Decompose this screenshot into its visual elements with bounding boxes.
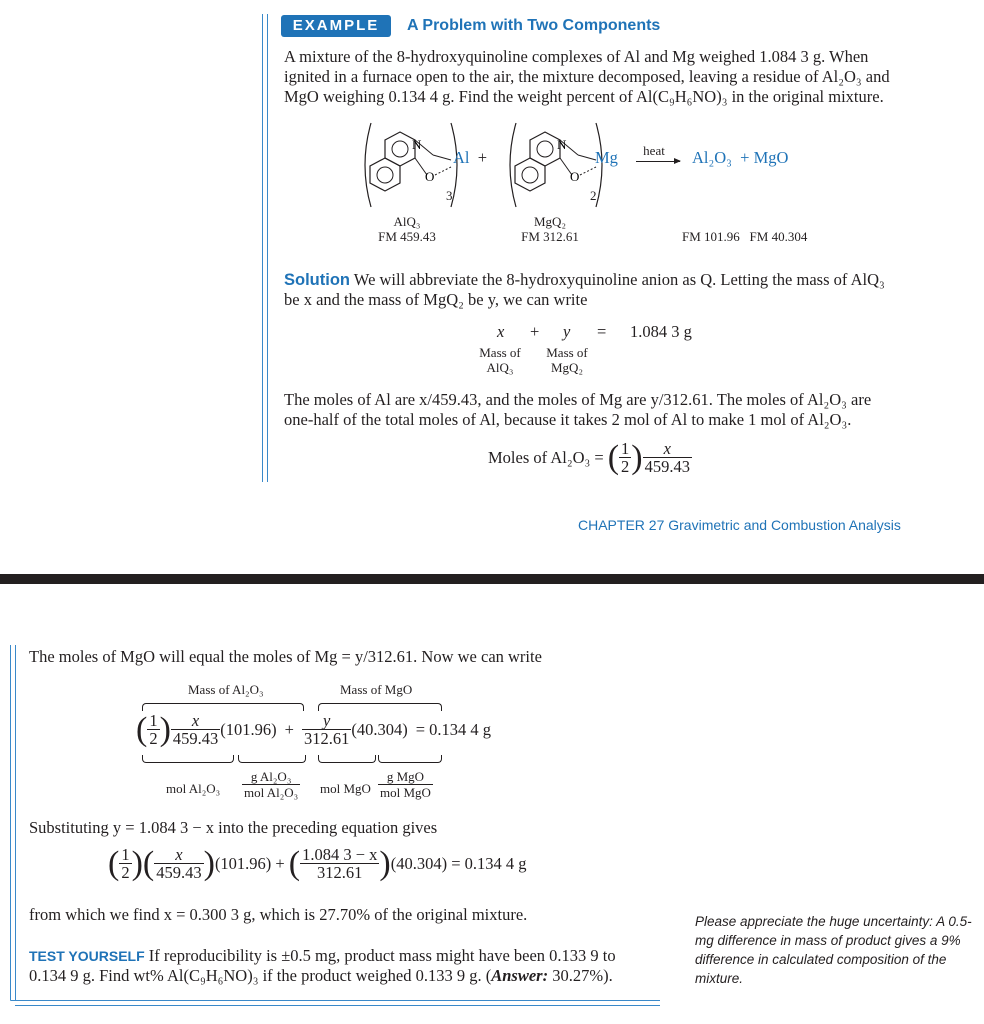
plus-sign: + [477,148,488,167]
answer-value: 30.27%). [548,966,613,985]
eq3-plus: + [284,719,294,739]
half-den: 2 [149,729,158,748]
test-yourself-label: TEST YOURSELF [29,948,145,964]
eq2-den: 459.43 [644,457,690,476]
mgq2-subscript: 2 [590,188,597,203]
unit-mol-al: mol Al₂O₃ [166,781,221,796]
mgq2-name: MgQ₂ [534,214,566,229]
unit-den: mol MgO [380,785,431,800]
mgq2-caption [505,214,595,244]
substitution-text: Substituting y = 1.084 3 − x into the preceding equation gives [29,818,438,837]
solution-paragraph [284,270,924,310]
solution-text: We will abbreviate the 8-hydroxyquinoline anion as Q. Letting the mass of AlQ₃ [349,270,885,289]
left-rule-inner [267,14,268,482]
caption-line: Mass of [479,345,521,360]
overbrace-mg [318,703,442,711]
eq1-equals: = [597,322,607,341]
problem-line: A mixture of the 8-hydroxyquinoline complexes of Al and Mg weighed 1.084 3 g. When [284,47,869,66]
eq4-fm-al: (101.96) + [214,853,285,873]
unit-g-per-mol-mg [378,769,433,800]
example-title: A Problem with Two Components [407,17,661,34]
half-den: 2 [621,457,630,476]
alq3-name: AlQ₃ [393,214,421,229]
arrow-head-icon [674,158,681,164]
eq3-fm-al: (101.96) [220,719,277,739]
svg-text:N: N [412,137,422,152]
eq1-rhs: 1.084 3 g [630,322,692,341]
alq3-subscript: 3 [446,188,453,203]
eq3-y: y [302,712,351,730]
eq3-rhs: = 0.134 4 g [415,719,492,739]
bottom-rule-outer [10,645,11,1000]
eq1-x: x [497,322,505,341]
underbrace-g-al [238,755,306,763]
reaction-products: Al₂O₃ + MgO [692,148,789,167]
unit-den: mol Al₂O₃ [244,785,299,800]
svg-text:O: O [425,169,435,184]
unit-g-per-mol-al [242,769,300,800]
solution-label: Solution [284,271,350,289]
bottom-rule-base [10,1000,660,1001]
caption-line: Mass of [546,345,588,360]
example-problem [284,47,924,107]
product-fm: FM 101.96 FM 40.304 [682,229,808,244]
bottom-rule-base-inner [15,1005,660,1006]
moles-line: The moles of Al are x/459.43, and the moles of Mg are y/312.61. The moles of Al₂O₃ are [284,390,872,409]
example-badge: EXAMPLE [281,15,391,37]
test-yourself [29,946,669,986]
answer-label: Answer: [491,966,549,985]
eq4-x: x [154,846,203,864]
alq3-fm: FM 459.43 [378,229,436,244]
caption-line: AlQ₃ [486,360,514,375]
eq3-x-den: 459.43 [172,729,219,748]
page2-intro: The moles of MgO will equal the moles of Mg = y/312.61. Now we can write [29,647,542,666]
unit-mol-mg: mol MgO [320,781,371,796]
eq1-plus: + [530,322,540,341]
eq2: Moles of Al₂O₃ = ( $\frac{1}{2}$ ) $\frac{x}{459.43}$ [488,438,690,476]
eq4-num: 1.084 3 − x [302,845,378,864]
eq4: ( $\frac{1}{2}$ ) ( $\frac{x}{459.43}$ ) (101.96) + ( $\frac{1.084 3 - x}{312.61}$ ) (40.304) = 0.134 4 g [108,844,527,882]
test-text: 0.134 9 g. Find wt% Al(C₉H₆NO)₃ if the product weighed 0.133 9 g. ( [29,966,492,985]
problem-line: MgO weighing 0.134 4 g. Find the weight percent of Al(C₉H₆NO)₃ in the original mixture. [284,87,884,106]
result-text: from which we find x = 0.300 3 g, which is 27.70% of the original mixture. [29,905,528,924]
eq1-x-caption [472,345,528,375]
unit-num: g MgO [378,769,433,785]
half-num: 1 [149,711,158,730]
moles-line: one-half of the total moles of Al, because it takes 2 mol of Al to make 1 mol of Al₂O₃. [284,410,852,429]
left-rule-outer [262,14,263,482]
problem-line: ignited in a furnace open to the air, the mixture decomposed, leaving a residue of Al₂O₃ and [284,67,890,86]
mg-label: Mg [595,148,618,167]
half-num: 1 [121,845,130,864]
page-divider [0,574,984,584]
underbrace-mol-mg [318,755,376,763]
eq1-y: y [563,322,571,341]
half-den: 2 [121,863,130,882]
brace-label-al: Mass of Al₂O₃ [188,682,264,697]
underbrace-g-mg [378,755,442,763]
eq3-y-den: 312.61 [303,729,350,748]
brace-label-mg: Mass of MgO [340,682,413,697]
margin-note: Please appreciate the huge uncertainty: A 0.5-mg difference in mass of product gives a 9% difference in calculated composition of the mixture. [695,914,972,986]
reaction-al [453,148,487,168]
underbrace-mol-al [142,755,234,763]
overbrace-al [142,703,304,711]
moles-paragraph [284,390,924,430]
eq3-fm-mg: (40.304) [351,719,408,739]
mgq2-fm: FM 312.61 [521,229,579,244]
eq3-x: x [171,712,220,730]
solution-text: be x and the mass of MgQ₂ be y, we can write [284,290,588,309]
eq2-num: x [643,440,692,458]
heat-label: heat [643,143,665,158]
test-text: If reproducibility is ±0.5 mg, product mass might have been 0.133 9 to [144,946,616,965]
al-label: Al [453,148,470,167]
alq3-caption [362,214,452,244]
eq2-lhs: Moles of Al₂O₃ = [488,447,604,467]
eq4-x-den: 459.43 [156,863,202,882]
eq4-rest: (40.304) = 0.134 4 g [390,853,527,873]
eq1-y-caption [539,345,595,375]
eq3: ( $\frac{1}{2}$ ) $\frac{x}{459.43}$ (101.96) + $\frac{y}{312.61}$ (40.304) = 0.134 4 g [136,710,492,748]
caption-line: MgQ₂ [551,360,583,375]
eq4-den: 312.61 [317,863,363,882]
running-head: CHAPTER 27 Gravimetric and Combustion Analysis [578,517,901,533]
half-num: 1 [621,439,630,458]
unit-num: g Al₂O₃ [242,769,300,785]
bottom-rule-inner [15,645,16,1000]
svg-text:N: N [557,137,567,152]
svg-text:O: O [570,169,580,184]
